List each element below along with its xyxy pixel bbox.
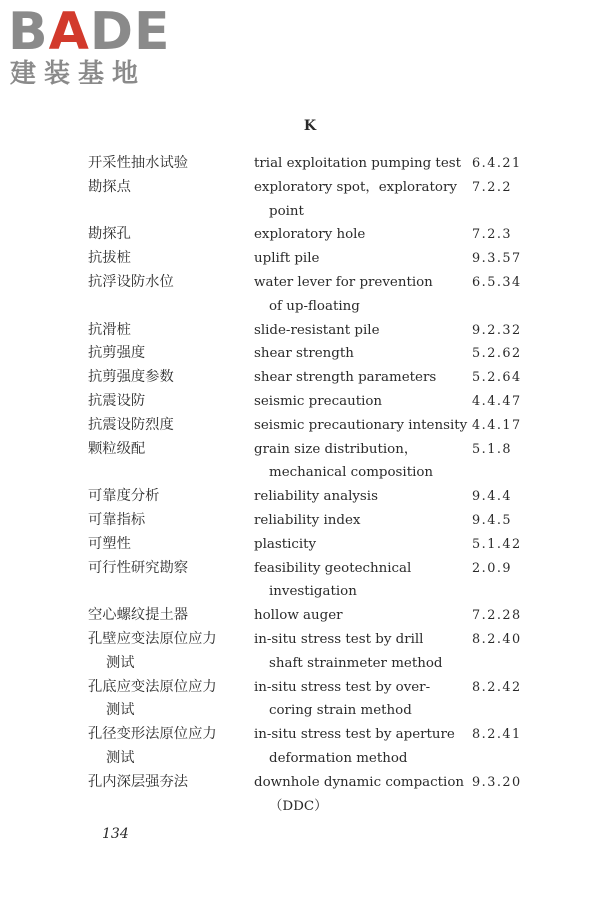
term-english-line: in-situ stress test by aperture bbox=[254, 727, 455, 743]
glossary-entry bbox=[88, 319, 548, 343]
term-chinese bbox=[88, 723, 254, 771]
term-english bbox=[254, 723, 472, 771]
term-chinese bbox=[88, 342, 254, 366]
term-chinese-line: 抗滑桩 bbox=[88, 321, 131, 338]
term-english-line: shear strength parameters bbox=[254, 370, 437, 386]
glossary-entry bbox=[88, 414, 548, 438]
term-english bbox=[254, 771, 472, 819]
clause-number: 5.2.62 bbox=[472, 346, 522, 362]
term-english-line: grain size distribution， bbox=[254, 441, 418, 457]
term-english-line: （DDC） bbox=[269, 798, 328, 814]
term-chinese-line: 勘探孔 bbox=[88, 226, 131, 243]
term-chinese bbox=[88, 485, 254, 509]
term-chinese-line: 颗粒级配 bbox=[88, 440, 146, 457]
term-chinese bbox=[88, 271, 254, 319]
clause-number: 4.4.47 bbox=[472, 393, 522, 409]
term-chinese bbox=[88, 557, 254, 605]
term-chinese bbox=[88, 604, 254, 628]
term-chinese-line: 孔底应变法原位应力 bbox=[88, 678, 217, 695]
term-english-line: of up-floating bbox=[269, 298, 360, 314]
clause-number: 4.4.17 bbox=[472, 417, 522, 433]
term-chinese-line: 抗震设防烈度 bbox=[88, 416, 174, 433]
term-chinese-line: 孔内深层强夯法 bbox=[88, 773, 189, 790]
term-english bbox=[254, 176, 472, 224]
term-english-line: investigation bbox=[269, 584, 357, 600]
term-english-line: uplift pile bbox=[254, 251, 320, 267]
term-chinese-line: 测试 bbox=[106, 654, 135, 671]
term-chinese bbox=[88, 533, 254, 557]
term-english bbox=[254, 223, 472, 247]
glossary-entry bbox=[88, 676, 548, 724]
glossary-entry bbox=[88, 152, 548, 176]
term-english bbox=[254, 342, 472, 366]
term-chinese bbox=[88, 223, 254, 247]
glossary-list bbox=[88, 152, 548, 818]
logo-wordmark: BADE bbox=[8, 2, 171, 62]
glossary-entry bbox=[88, 390, 548, 414]
clause-number: 2.0.9 bbox=[472, 560, 513, 576]
clause-number: 6.5.34 bbox=[472, 274, 522, 290]
term-chinese-line: 测试 bbox=[106, 749, 135, 766]
term-chinese-line: 孔壁应变法原位应力 bbox=[88, 630, 217, 647]
term-chinese bbox=[88, 676, 254, 724]
term-english bbox=[254, 366, 472, 390]
glossary-entry bbox=[88, 366, 548, 390]
term-chinese-line: 抗拔桩 bbox=[88, 250, 131, 267]
section-heading: K bbox=[303, 118, 317, 134]
glossary-entry bbox=[88, 485, 548, 509]
glossary-entry bbox=[88, 723, 548, 771]
term-chinese bbox=[88, 152, 254, 176]
clause-number: 5.2.64 bbox=[472, 370, 522, 386]
glossary-entry bbox=[88, 509, 548, 533]
clause-number: 9.3.57 bbox=[472, 251, 522, 267]
term-chinese-line: 抗浮设防水位 bbox=[88, 273, 174, 290]
term-english bbox=[254, 676, 472, 724]
clause-number: 9.2.32 bbox=[472, 322, 522, 338]
term-english-line: coring strain method bbox=[269, 703, 412, 719]
clause-number: 8.2.40 bbox=[472, 631, 522, 647]
term-english-line: reliability index bbox=[254, 512, 361, 528]
glossary-entry bbox=[88, 771, 548, 819]
term-chinese bbox=[88, 366, 254, 390]
glossary-entry bbox=[88, 533, 548, 557]
term-chinese-line: 勘探点 bbox=[88, 178, 131, 195]
term-chinese bbox=[88, 628, 254, 676]
glossary-entry bbox=[88, 628, 548, 676]
term-english-line: slide-resistant pile bbox=[254, 322, 380, 338]
clause-number: 8.2.42 bbox=[472, 679, 522, 695]
glossary-entry bbox=[88, 271, 548, 319]
glossary-entry bbox=[88, 557, 548, 605]
term-english bbox=[254, 319, 472, 343]
term-english bbox=[254, 247, 472, 271]
term-chinese-line: 开采性抽水试验 bbox=[88, 155, 189, 171]
term-english bbox=[254, 557, 472, 605]
term-english bbox=[254, 271, 472, 319]
term-chinese bbox=[88, 319, 254, 343]
term-english-line: point bbox=[269, 203, 304, 219]
term-chinese-line: 空心螺纹提土器 bbox=[88, 607, 189, 624]
glossary-entry bbox=[88, 342, 548, 366]
clause-number: 7.2.3 bbox=[472, 227, 513, 243]
clause-number: 9.4.4 bbox=[472, 489, 513, 505]
term-english bbox=[254, 438, 472, 486]
term-english-line: reliability analysis bbox=[254, 489, 378, 505]
term-english-line: shaft strainmeter method bbox=[269, 655, 443, 671]
term-chinese bbox=[88, 176, 254, 224]
glossary-entry bbox=[88, 438, 548, 486]
clause-number: 5.1.8 bbox=[472, 441, 513, 457]
term-english bbox=[254, 533, 472, 557]
term-chinese bbox=[88, 414, 254, 438]
clause-number: 7.2.28 bbox=[472, 608, 522, 624]
logo-subtitle: 建装基地 bbox=[10, 59, 147, 89]
clause-number: 5.1.42 bbox=[472, 536, 522, 552]
term-chinese-line: 抗震设防 bbox=[88, 392, 146, 409]
term-chinese bbox=[88, 509, 254, 533]
term-english bbox=[254, 509, 472, 533]
term-chinese bbox=[88, 438, 254, 486]
term-english bbox=[254, 414, 472, 438]
term-english-line: exploratory spot，exploratory bbox=[254, 179, 457, 195]
glossary-entry bbox=[88, 604, 548, 628]
glossary-entry bbox=[88, 176, 548, 224]
term-english-line: plasticity bbox=[254, 536, 317, 552]
term-english-line: in-situ stress test by over- bbox=[254, 679, 431, 695]
glossary-entry bbox=[88, 247, 548, 271]
term-english bbox=[254, 152, 472, 176]
term-chinese-line: 测试 bbox=[106, 702, 135, 719]
term-english bbox=[254, 628, 472, 676]
term-english-line: in-situ stress test by drill bbox=[254, 631, 424, 647]
term-english-line: mechanical composition bbox=[269, 465, 434, 481]
term-english-line: seismic precaution bbox=[254, 393, 383, 409]
term-chinese bbox=[88, 771, 254, 819]
term-english-line: exploratory hole bbox=[254, 227, 366, 243]
term-english bbox=[254, 604, 472, 628]
term-chinese-line: 可行性研究勘察 bbox=[88, 559, 189, 576]
clause-number: 7.2.2 bbox=[472, 179, 513, 195]
clause-number: 6.4.21 bbox=[472, 156, 522, 171]
term-english-line: seismic precautionary intensity bbox=[254, 417, 468, 433]
glossary-entry bbox=[88, 223, 548, 247]
term-english-line: feasibility geotechnical bbox=[254, 560, 412, 576]
logo bbox=[8, 4, 178, 94]
term-english-line: deformation method bbox=[269, 750, 408, 766]
term-chinese-line: 可塑性 bbox=[88, 535, 131, 552]
clause-number: 9.3.20 bbox=[472, 774, 522, 790]
term-chinese bbox=[88, 247, 254, 271]
page-number: 134 bbox=[102, 826, 129, 842]
term-chinese-line: 孔径变形法原位应力 bbox=[88, 726, 217, 743]
term-chinese-line: 可靠指标 bbox=[88, 511, 146, 528]
term-english-line: trial exploitation pumping test bbox=[254, 156, 461, 171]
clause-number: 9.4.5 bbox=[472, 512, 513, 528]
term-chinese-line: 抗剪强度参数 bbox=[88, 369, 174, 386]
term-english-line: hollow auger bbox=[254, 608, 343, 624]
term-english bbox=[254, 485, 472, 509]
term-english-line: water lever for prevention bbox=[254, 274, 433, 290]
term-chinese-line: 抗剪强度 bbox=[88, 345, 146, 362]
term-english-line: shear strength bbox=[254, 346, 354, 362]
term-english-line: downhole dynamic compaction bbox=[254, 774, 465, 790]
term-english bbox=[254, 390, 472, 414]
term-chinese-line: 可靠度分析 bbox=[88, 488, 160, 505]
clause-number: 8.2.41 bbox=[472, 727, 522, 743]
term-chinese bbox=[88, 390, 254, 414]
